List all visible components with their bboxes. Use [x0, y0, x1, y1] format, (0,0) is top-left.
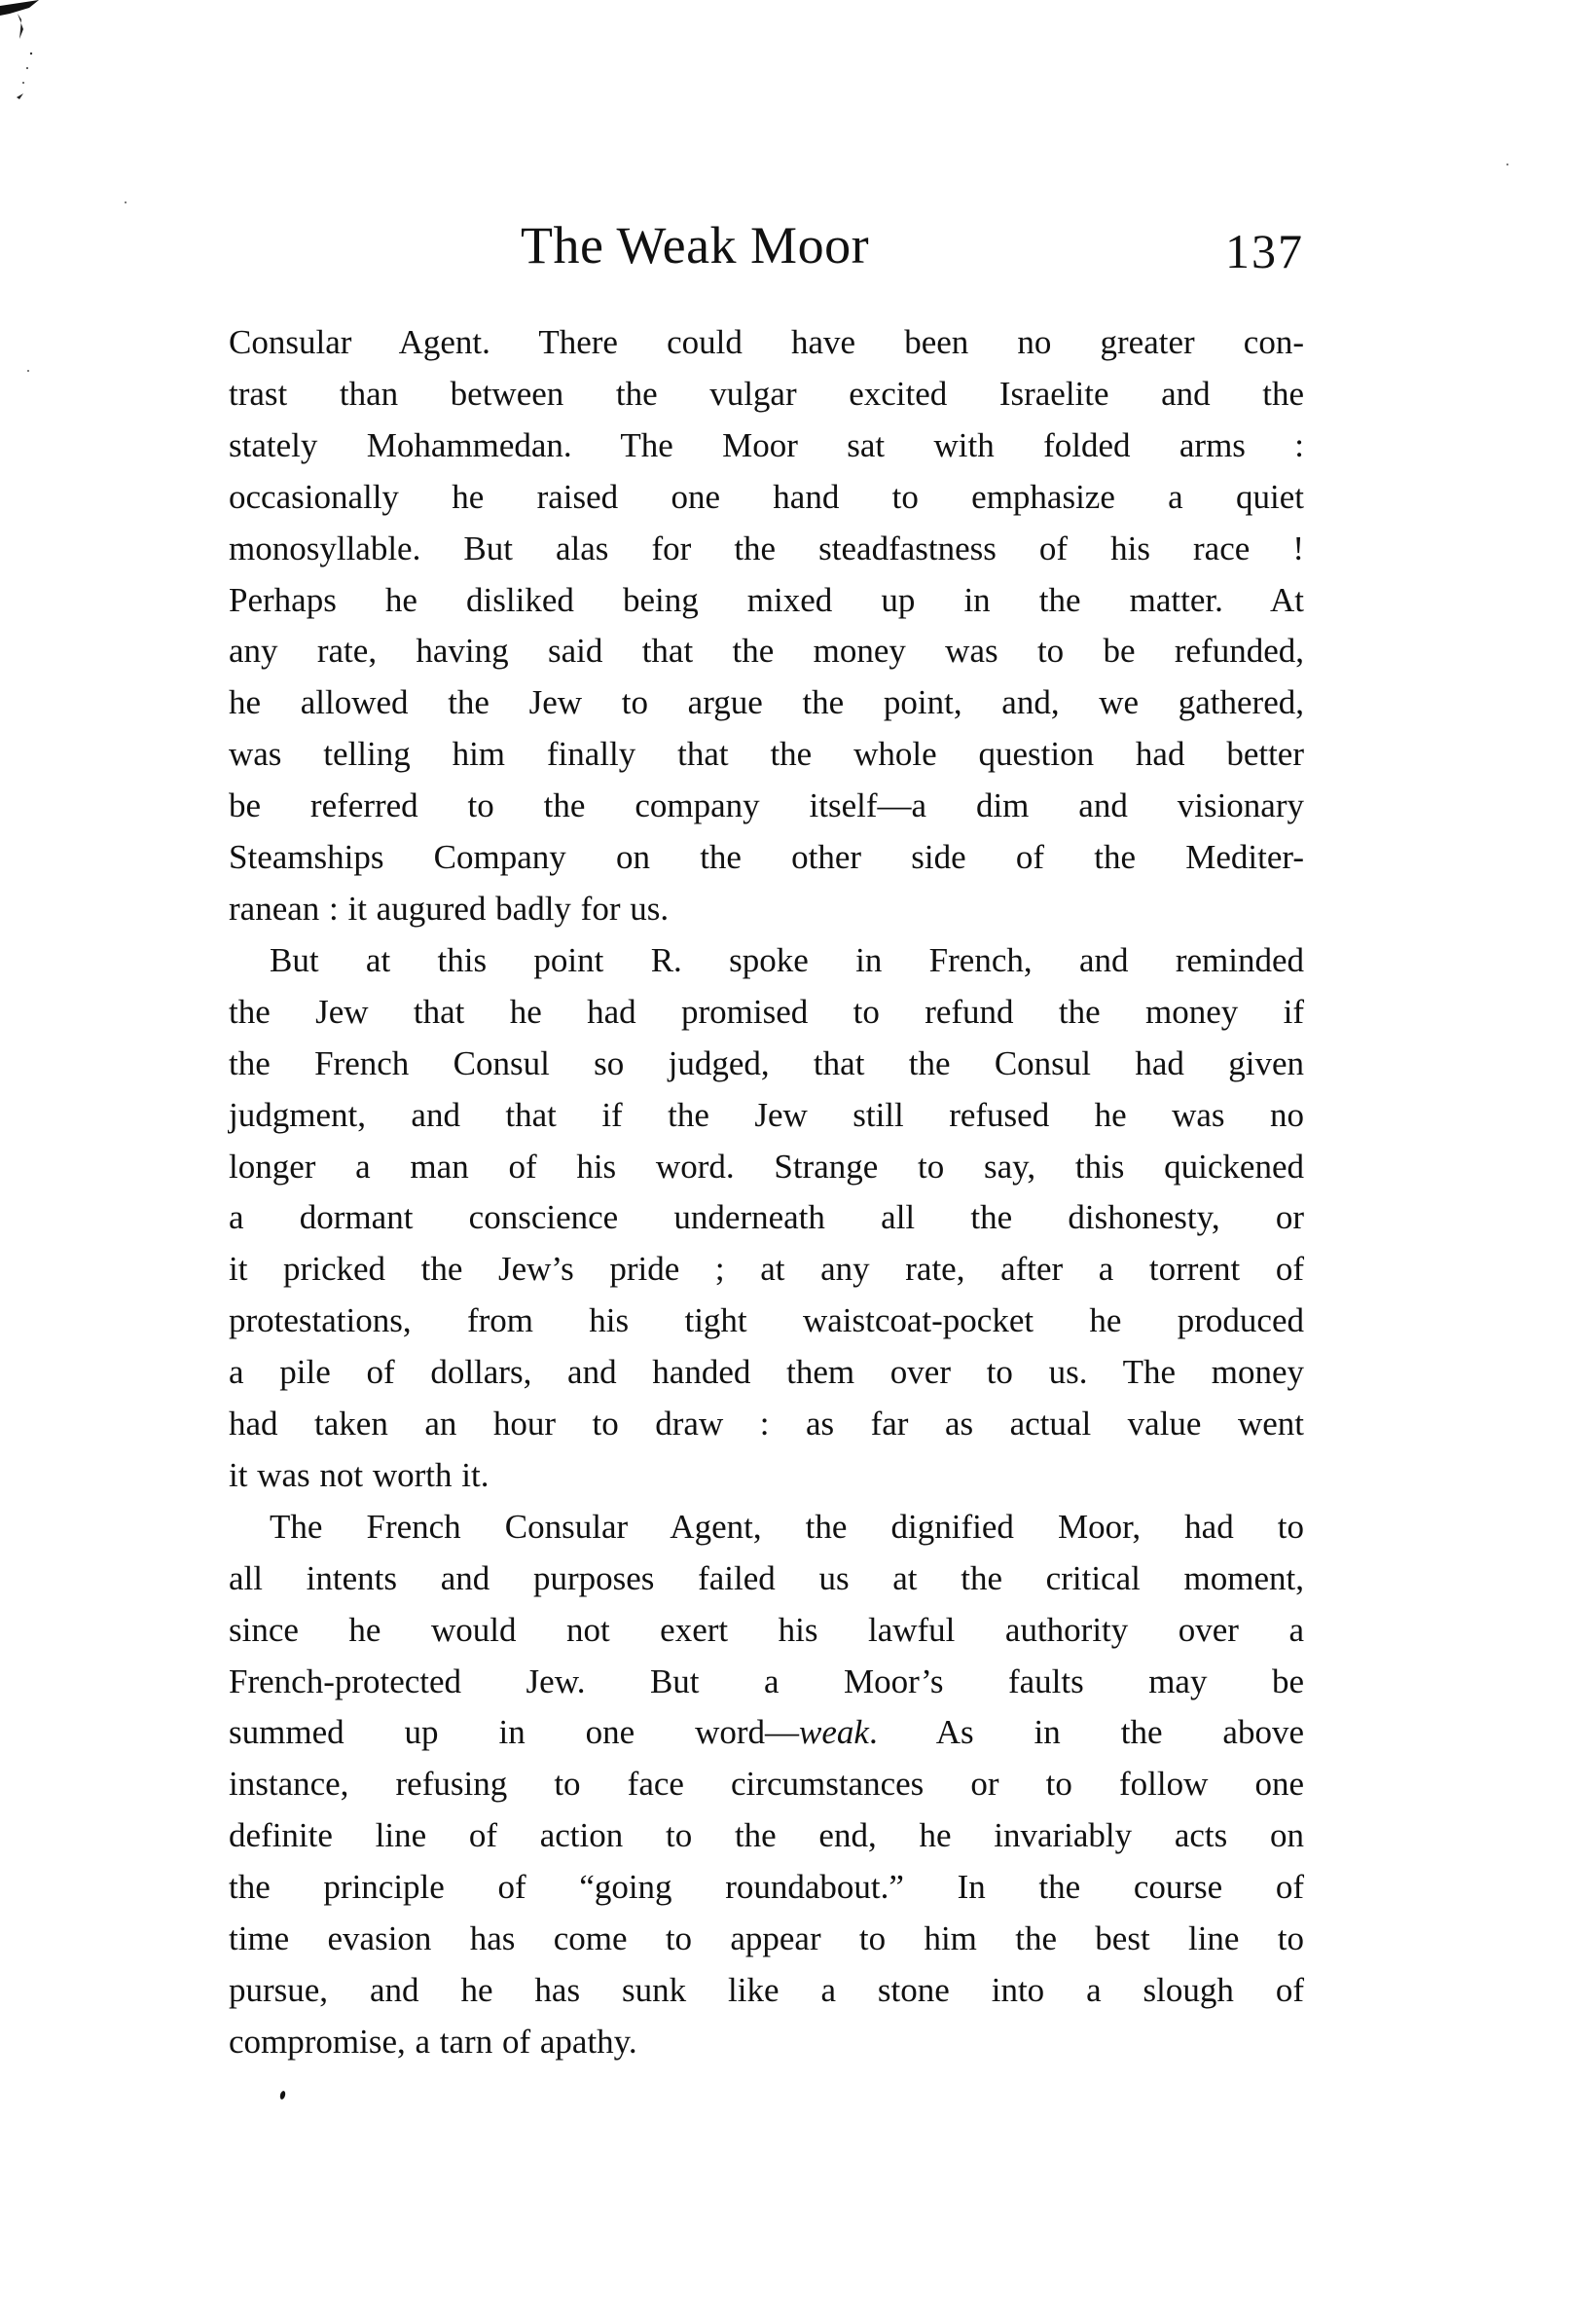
text-line: Consular Agent. There could have been no greater con- [229, 323, 1304, 361]
text-line: had taken an hour to draw : as far as actual value went [229, 1405, 1304, 1443]
text-line: it was not worth it. [229, 1455, 490, 1494]
text-line: French-protected Jew. But a Moor’s faults may be [229, 1662, 1304, 1700]
text-line: Perhaps he disliked being mixed up in the matter. At [229, 580, 1304, 619]
text-line: the Jew that he had promised to refund the money if [229, 992, 1304, 1031]
paragraph-3 [229, 1502, 1304, 2068]
paragraph-1 [229, 317, 1304, 935]
text-line: a dormant conscience underneath all the dishonesty, or [229, 1198, 1304, 1237]
text-run: . As in the above [868, 1713, 1304, 1752]
text-line: monosyllable. But alas for the steadfastness of his race ! [229, 529, 1304, 567]
text-line: longer a man of his word. Strange to say, this quickened [229, 1147, 1304, 1186]
text-line: all intents and purposes failed us at the critical moment, [229, 1558, 1304, 1597]
stray-ink-mark [279, 2091, 286, 2100]
scan-artifact-corner [0, 0, 45, 107]
text-line: since he would not exert his lawful authority over a [229, 1610, 1304, 1649]
text-line-emphasis [229, 1707, 1304, 1759]
text-line: But at this point R. spoke in French, and reminded [270, 940, 1304, 979]
text-line: any rate, having said that the money was to be refunded, [229, 632, 1304, 671]
running-head [229, 216, 1304, 278]
text-line: stately Mohammedan. The Moor sat with folded arms : [229, 425, 1304, 464]
body-text [229, 317, 1304, 2068]
text-line: pursue, and he has sunk like a stone into a slough of [229, 1971, 1304, 2009]
text-line: a pile of dollars, and handed them over to us. The money [229, 1353, 1304, 1392]
text-line: instance, refusing to face circumstances or to follow one [229, 1765, 1304, 1804]
text-line: be referred to the company itself—a dim and visionary [229, 786, 1304, 825]
page-number: 137 [1225, 224, 1304, 278]
running-title: The Weak Moor [521, 216, 870, 274]
italic-word: weak [799, 1713, 869, 1752]
text-line: Steamships Company on the other side of the Mediter- [229, 838, 1304, 877]
paragraph-2 [229, 935, 1304, 1502]
text-line: definite line of action to the end, he invariably acts on [229, 1816, 1304, 1855]
text-line: compromise, a tarn of apathy. [229, 2022, 637, 2061]
text-line: he allowed the Jew to argue the point, and, we gathered, [229, 683, 1304, 722]
text-line: occasionally he raised one hand to emphasize a quiet [229, 477, 1304, 516]
scan-speck [27, 370, 29, 372]
text-line: was telling him finally that the whole question had better [229, 735, 1304, 774]
scan-speck [125, 201, 127, 203]
text-line: judgment, and that if the Jew still refused he was no [229, 1095, 1304, 1134]
text-line: the principle of “going roundabout.” In the course of [229, 1868, 1304, 1907]
text-line: trast than between the vulgar excited Israelite and the [229, 374, 1304, 413]
text-line: time evasion has come to appear to him the best line to [229, 1919, 1304, 1958]
text-line: protestations, from his tight waistcoat-pocket he produced [229, 1301, 1304, 1340]
scan-speck [1506, 164, 1508, 165]
text-line: the French Consul so judged, that the Consul had given [229, 1043, 1304, 1082]
text-line: The French Consular Agent, the dignified Moor, had to [270, 1507, 1304, 1546]
text-run: summed up in one word— [229, 1713, 800, 1752]
text-line: ranean : it augured badly for us. [229, 889, 670, 928]
text-line: it pricked the Jew’s pride ; at any rate, after a torrent of [229, 1250, 1304, 1289]
